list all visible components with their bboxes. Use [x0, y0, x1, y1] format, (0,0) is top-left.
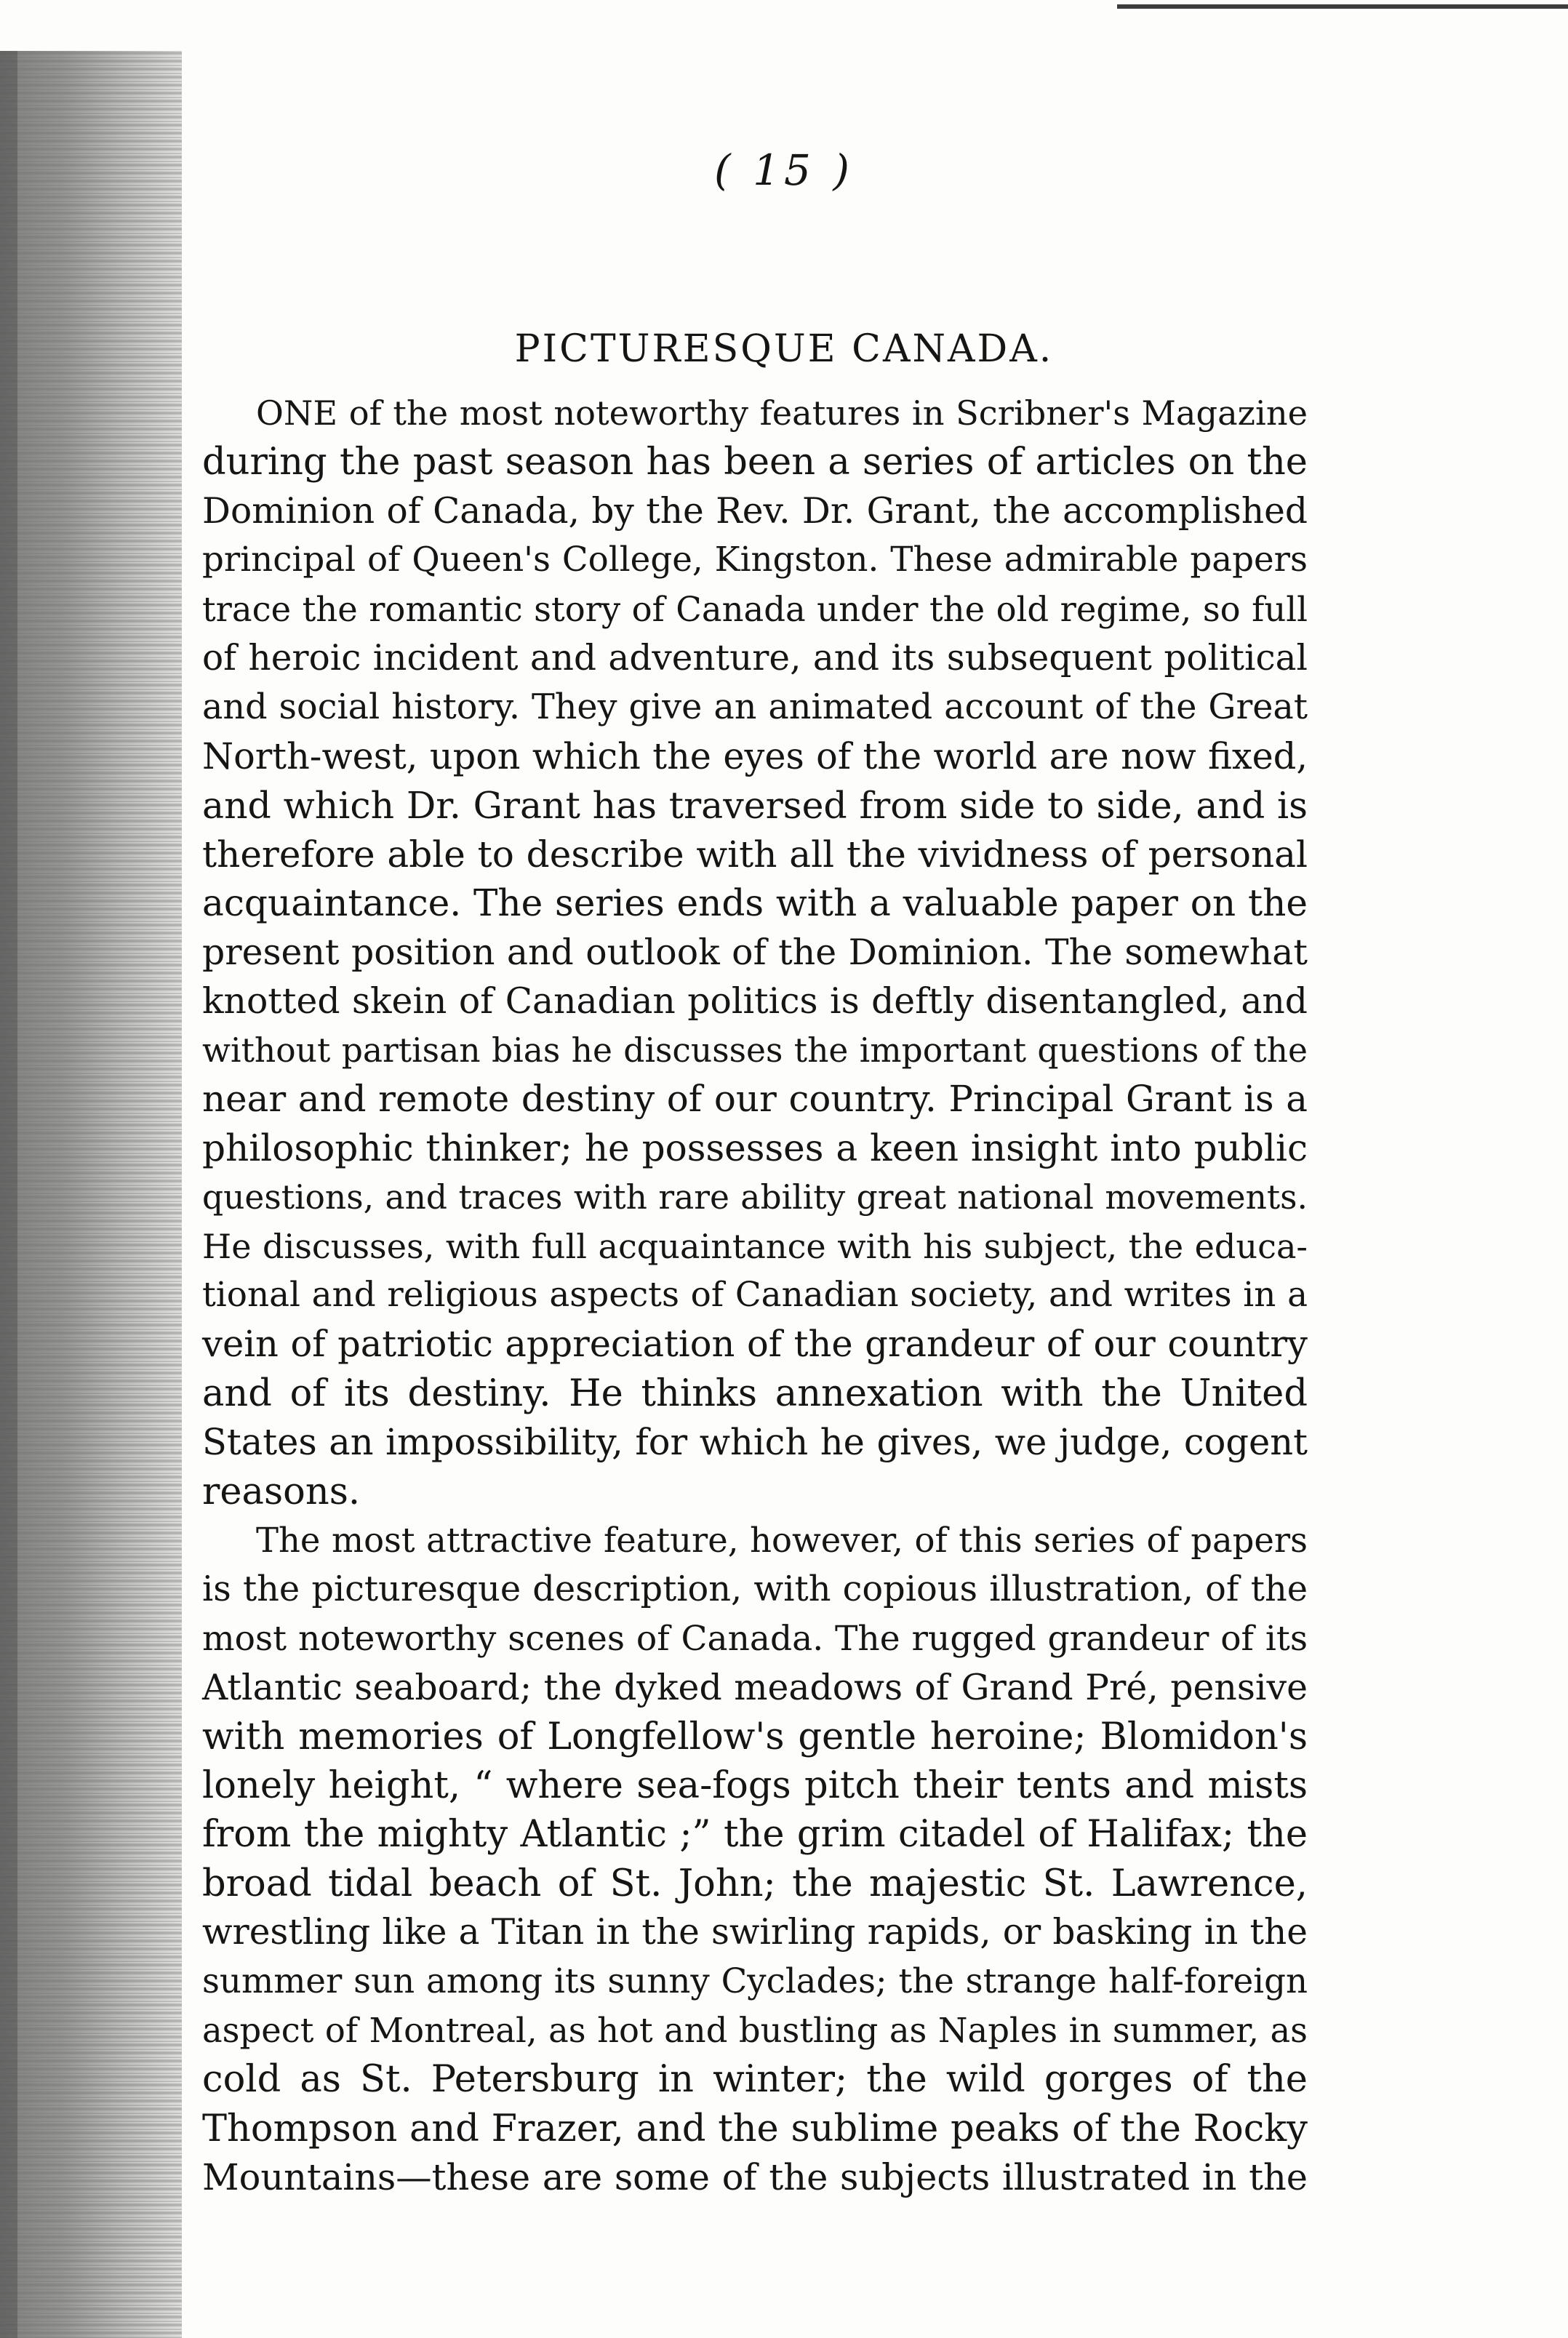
binding-edge [0, 51, 17, 2338]
text-line: Thompson and Frazer, and the sublime peaks of the Rocky [202, 2107, 1308, 2150]
article-body [202, 389, 1308, 2202]
text-line: during the past season has been a series of articles on the [202, 441, 1308, 484]
top-rule [1117, 4, 1568, 9]
text-line: Mountains—these are some of the subjects illustrated in the [202, 2156, 1308, 2199]
text-line: ONE of the most noteworthy features in Scribner's Magazine [256, 393, 1308, 433]
text-line: cold as St. Petersburg in winter; the wild gorges of the [202, 2058, 1308, 2102]
text-line: vein of patriotic appreciation of the grandeur of our country [202, 1323, 1308, 1366]
page-number: ( 15 ) [714, 145, 854, 195]
text-line: tional and religious aspects of Canadian society, and writes in a [202, 1276, 1308, 1316]
text-line: questions, and traces with rare ability great national movements. [202, 1178, 1308, 1217]
text-line: Dominion of Canada, by the Rev. Dr. Grant, the accomplished [202, 490, 1308, 532]
text-line: of heroic incident and adventure, and its subsequent political [202, 637, 1308, 678]
text-line: Atlantic seaboard; the dyked meadows of Grand Pré, pensive [202, 1667, 1308, 1709]
article-title: PICTURESQUE CANADA. [514, 327, 1054, 371]
text-line: The most attractive feature, however, of this series of papers [256, 1520, 1308, 1560]
text-line: therefore able to describe with all the vividness of personal [202, 833, 1308, 876]
text-line: North-west, upon which the eyes of the world are now fixed, [202, 734, 1308, 777]
text-line: summer sun among its sunny Cyclades; the strange half-foreign [202, 1961, 1308, 2001]
text-line: He discusses, with full acquaintance with his subject, the educa- [202, 1226, 1308, 1266]
text-line: and social history. They give an animated account of the Great [202, 687, 1308, 728]
text-line: philosophic thinker; he possesses a keen insight into public [202, 1126, 1308, 1169]
text-line: knotted skein of Canadian politics is deftly disentangled, and [202, 980, 1308, 1022]
text-line: States an impossibility, for which he gives, we judge, cogent [202, 1421, 1308, 1464]
text-line: present position and outlook of the Dominion. The somewhat [202, 932, 1308, 974]
text-line: acquaintance. The series ends with a valuable paper on the [202, 881, 1308, 924]
text-line: lonely height, “ where sea-fogs pitch their tents and mists [202, 1763, 1308, 1807]
text-line: and which Dr. Grant has traversed from side to side, and is [202, 784, 1308, 828]
text-line: trace the romantic story of Canada under the old regime, so full [202, 589, 1308, 629]
text-line: near and remote destiny of our country. Principal Grant is a [202, 1078, 1308, 1121]
text-line: principal of Queen's College, Kingston. These admirable papers [202, 540, 1308, 580]
text-line: and of its destiny. He thinks annexation with the United [202, 1372, 1308, 1415]
text-line: wrestling like a Titan in the swirling rapids, or basking in the [202, 1912, 1308, 1953]
binding-shadow [0, 51, 182, 2338]
text-line: aspect of Montreal, as hot and bustling as Naples in summer, as [202, 2010, 1308, 2050]
text-line: is the picturesque description, with copious illustration, of the [202, 1569, 1308, 1610]
text-line: with memories of Longfellow's gentle heroine; Blomidon's [202, 1715, 1308, 1758]
text-line: from the mighty Atlantic ;” the grim citadel of Halifax; the [202, 1813, 1308, 1857]
text-line: reasons. [202, 1470, 361, 1513]
text-line: most noteworthy scenes of Canada. The rugged grandeur of its [202, 1618, 1308, 1659]
text-line: broad tidal beach of St. John; the majestic St. Lawrence, [202, 1862, 1308, 1905]
text-line: without partisan bias he discusses the important questions of the [202, 1031, 1308, 1070]
